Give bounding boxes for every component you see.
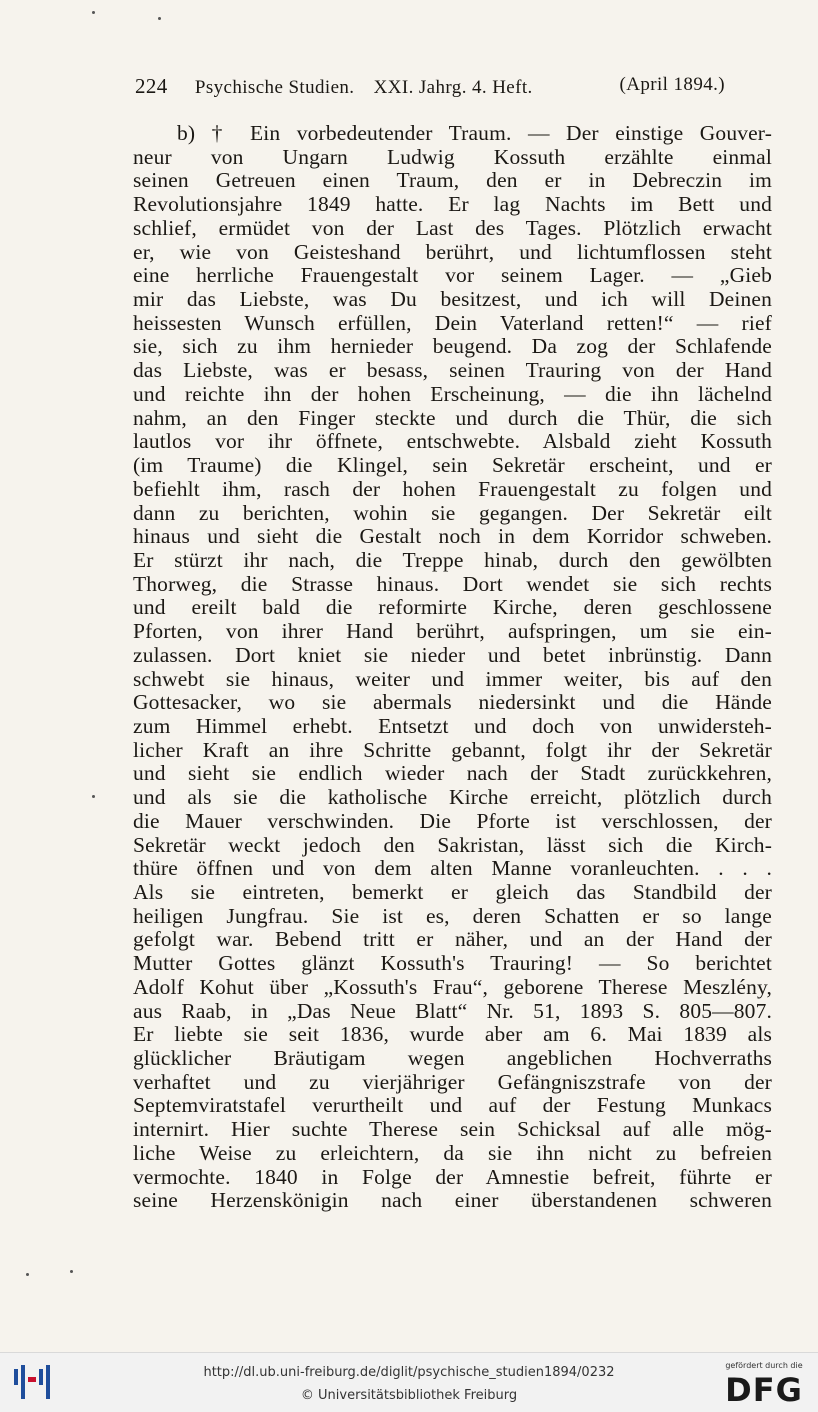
page-url[interactable]: http://dl.ub.uni-freiburg.de/diglit/psychische_studien1894/0232: [203, 1365, 615, 1380]
issue-date: (April 1894.): [619, 74, 725, 95]
text-line: Gottesacker, wo sie abermals niedersinkt und die Hände: [133, 690, 772, 715]
text-line: und reichte ihn der hohen Erscheinung, — die ihn lächelnd: [133, 381, 772, 406]
text-line: Sekretär weckt jedoch den Sakristan, lässt sich die Kirch-: [133, 832, 772, 857]
text-line: und ereilt bald die reformirte Kirche, deren geschlossene: [133, 595, 772, 620]
scan-speck: [26, 1273, 29, 1276]
dfg-mark-icon: [720, 1371, 808, 1405]
text-line: thüre öffnen und von dem alten Manne voranleuchten. . . .: [133, 856, 772, 881]
body-text: [133, 122, 772, 1213]
text-line: hinaus und sieht die Gestalt noch in dem Korridor schweben.: [133, 524, 772, 549]
text-line: aus Raab, in „Das Neue Blatt“ Nr. 51, 1893 S. 805—807.: [133, 998, 772, 1023]
text-line: internirt. Hier suchte Therese sein Schicksal auf alle mög-: [133, 1117, 772, 1142]
text-line: Er liebte sie seit 1836, wurde aber am 6. Mai 1839 als: [133, 1022, 772, 1047]
dfg-wordmark: DFG: [725, 1371, 803, 1405]
text-line: er, wie von Geisteshand berührt, und lichtumflossen steht: [133, 239, 772, 264]
text-line: licher Kraft an ihre Schritte gebannt, folgt ihr der Sekretär: [133, 737, 772, 762]
text-line: das Liebste, was er besass, seinen Trauring von der Hand: [133, 358, 772, 383]
text-line: die Mauer verschwinden. Die Pforte ist verschlossen, der: [133, 808, 772, 833]
text-line: lautlos vor ihr öffnete, entschwebte. Alsbald zieht Kossuth: [133, 429, 772, 454]
text-line: schwebt sie hinaus, weiter und immer weiter, bis auf den: [133, 666, 772, 691]
text-line: heissesten Wunsch erfüllen, Dein Vaterland retten!“ — rief: [133, 310, 772, 335]
text-line: b) † Ein vorbedeutender Traum. — Der einstige Gouver-: [177, 121, 772, 145]
text-line: Mutter Gottes glänzt Kossuth's Trauring! — So berichtet: [133, 951, 772, 976]
text-line: Adolf Kohut über „Kossuth's Frau“, geborene Therese Meszlény,: [133, 974, 772, 999]
text-line: nahm, an den Finger steckte und durch die Thür, die sich: [133, 405, 772, 430]
text-line: (im Traume) die Klingel, sein Sekretär erscheint, und er: [133, 453, 772, 478]
text-line: befiehlt ihm, rasch der hohen Frauengestalt zu folgen und: [133, 476, 772, 501]
text-line: und sieht sie endlich wieder nach der Stadt zurückkehren,: [133, 761, 772, 786]
page-header: [135, 74, 725, 99]
scan-speck: [158, 17, 161, 20]
text-line: zum Himmel erhebt. Entsetzt und doch von unwidersteh-: [133, 713, 772, 738]
page-number: 224: [135, 74, 168, 98]
text-line: sie, sich zu ihm hernieder beugend. Da zog der Schlafende: [133, 334, 772, 359]
text-line: eine herrliche Frauengestalt vor seinem Lager. — „Gieb: [133, 263, 772, 288]
scan-speck: [92, 795, 95, 798]
sponsor-text: gefördert durch die: [725, 1361, 803, 1370]
text-line: Thorweg, die Strasse hinaus. Dort wendet sie sich rechts: [133, 571, 772, 596]
text-line: liche Weise zu erleichtern, da sie ihn nicht zu befreien: [133, 1140, 772, 1165]
text-line: Revolutionsjahre 1849 hatte. Er lag Nachts im Bett und: [133, 192, 772, 217]
text-line: Septemviratstafel verurtheilt und auf der Festung Munkacs: [133, 1093, 772, 1118]
text-line: neur von Ungarn Ludwig Kossuth erzählte einmal: [133, 144, 772, 169]
text-line: heiligen Jungfrau. Sie ist es, deren Schatten er so lange: [133, 903, 772, 928]
dfg-logo[interactable]: [718, 1361, 810, 1407]
scan-speck: [70, 1270, 73, 1273]
viewer-footer: [0, 1352, 818, 1412]
text-line: und als sie die katholische Kirche erreicht, plötzlich durch: [133, 785, 772, 810]
text-line: glücklicher Bräutigam wegen angeblichen Hochverraths: [133, 1046, 772, 1071]
text-line: gefolgt war. Bebend tritt er näher, und an der Hand der: [133, 927, 772, 952]
text-line: schlief, ermüdet von der Last des Tages. Plötzlich erwacht: [133, 215, 772, 240]
text-line: seinen Getreuen einen Traum, den er in Debreczin im: [133, 168, 772, 193]
text-line: verhaftet und zu vierjähriger Gefängniszstrafe von der: [133, 1069, 772, 1094]
text-line: vermochte. 1840 in Folge der Amnestie befreit, führte er: [133, 1164, 772, 1189]
text-line: mir das Liebste, was Du besitzest, und ich will Deinen: [133, 287, 772, 312]
scan-speck: [92, 11, 95, 14]
copyright-notice: © Universitätsbibliothek Freiburg: [300, 1388, 518, 1403]
volume-issue: XXI. Jahrg. 4. Heft.: [373, 77, 533, 98]
text-line: seine Herzenskönigin nach einer überstandenen schweren: [133, 1188, 772, 1213]
text-line: Er stürzt ihr nach, die Treppe hinab, durch den gewölbten: [133, 547, 772, 572]
text-line: zulassen. Dort kniet sie nieder und betet inbrünstig. Dann: [133, 642, 772, 667]
text-line: Pforten, von ihrer Hand berührt, aufspringen, um sie ein-: [133, 619, 772, 644]
text-line: dann zu berichten, wohin sie gegangen. Der Sekretär eilt: [133, 500, 772, 525]
running-title: Psychische Studien.: [194, 77, 355, 98]
text-line: Als sie eintreten, bemerkt er gleich das Standbild der: [133, 880, 772, 904]
